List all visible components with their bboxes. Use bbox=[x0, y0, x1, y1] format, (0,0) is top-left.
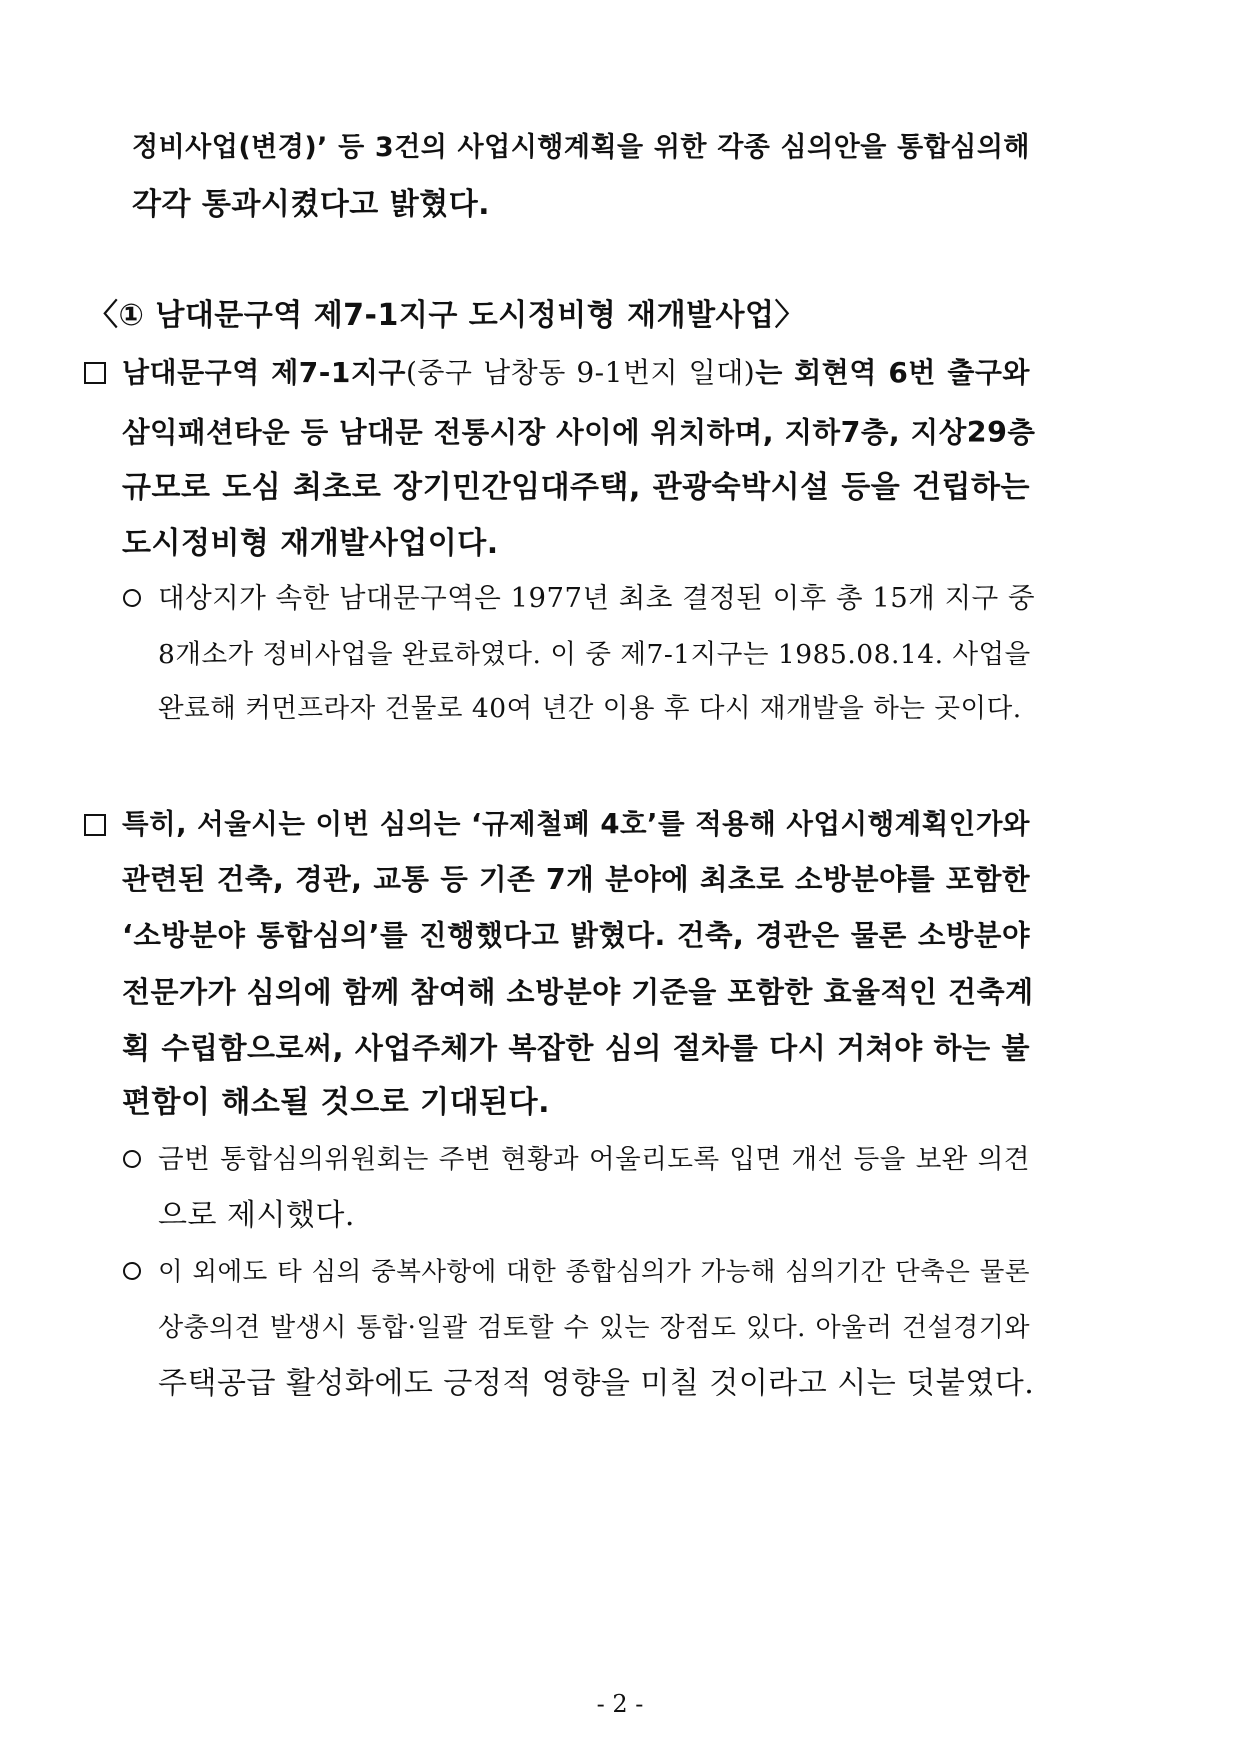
section-title: 〈① 남대문구역 제7-1지구 도시정비형 재개발사업〉 bbox=[88, 298, 806, 333]
page-number: - 2 - bbox=[596, 1690, 644, 1718]
circle-bullet-icon bbox=[123, 589, 141, 607]
block2-line-6: 편함이 해소될 것으로 기대된다. bbox=[122, 1085, 550, 1120]
block2-sub2-line-2: 상충의견 발생시 통합·일괄 검토할 수 있는 장점도 있다. 아울러 건설경기와 bbox=[158, 1313, 1030, 1343]
circle-bullet-icon bbox=[123, 1150, 141, 1168]
checkbox-bullet-icon bbox=[84, 362, 106, 384]
block1-line-1 bbox=[122, 353, 1030, 393]
block2-line-3: ‘소방분야 통합심의’를 진행했다고 밝혔다. 건축, 경관은 물론 소방분야 bbox=[122, 919, 1030, 952]
block2-sub1-line-2: 으로 제시했다. bbox=[158, 1198, 355, 1233]
block2-sub1-line-1: 금번 통합심의위원회는 주변 현황과 어울리도록 입면 개선 등을 보완 의견 bbox=[158, 1144, 1030, 1175]
block1-line-2: 삼익패션타운 등 남대문 전통시장 사이에 위치하며, 지하7층, 지상29층 bbox=[122, 416, 1036, 449]
intro-line-1: 정비사업(변경)’ 등 3건의 사업시행계획을 위한 각종 심의안을 통합심의해 bbox=[132, 132, 1030, 163]
block2-line-4: 전문가가 심의에 함께 참여해 소방분야 기준을 포함한 효율적인 건축계 bbox=[122, 975, 1034, 1009]
block2-sub2-line-1: 이 외에도 타 심의 중복사항에 대한 종합심의가 가능해 심의기간 단축은 물론 bbox=[158, 1257, 1030, 1287]
intro-line-2: 각각 통과시켰다고 밝혔다. bbox=[132, 187, 491, 222]
block1-line-4: 도시정비형 재개발사업이다. bbox=[122, 526, 499, 561]
block1-sub-line-1: 대상지가 속한 남대문구역은 1977년 최초 결정된 이후 총 15개 지구 중 bbox=[158, 582, 1036, 614]
block2-line-2: 관련된 건축, 경관, 교통 등 기존 7개 분야에 최초로 소방분야를 포함한 bbox=[122, 863, 1030, 896]
block1-line-3: 규모로 도심 최초로 장기민간임대주택, 관광숙박시설 등을 건립하는 bbox=[122, 470, 1030, 505]
block1-sub-line-2: 8개소가 정비사업을 완료하였다. 이 중 제7-1지구는 1985.08.14. 사업을 bbox=[158, 639, 1031, 670]
block1-line-1-b: (중구 남창동 9-1번지 일대) bbox=[405, 356, 756, 389]
block2-sub2-line-3: 주택공급 활성화에도 긍정적 영향을 미칠 것이라고 시는 덧붙였다. bbox=[158, 1366, 1035, 1401]
block1-line-1-a: 남대문구역 제7-1지구 bbox=[122, 356, 406, 389]
checkbox-bullet-icon bbox=[84, 814, 106, 836]
circle-bullet-icon bbox=[123, 1262, 141, 1280]
block1-sub-line-3: 완료해 커먼프라자 건물로 40여 년간 이용 후 다시 재개발을 하는 곳이다. bbox=[158, 693, 1022, 724]
block1-line-1-c: 는 회현역 6번 출구와 bbox=[755, 356, 1030, 389]
block2-line-1: 특히, 서울시는 이번 심의는 ‘규제철폐 4호’를 적용해 사업시행계획인가와 bbox=[122, 808, 1030, 840]
block2-line-5: 획 수립함으로써, 사업주체가 복잡한 심의 절차를 다시 거쳐야 하는 불 bbox=[122, 1031, 1030, 1065]
